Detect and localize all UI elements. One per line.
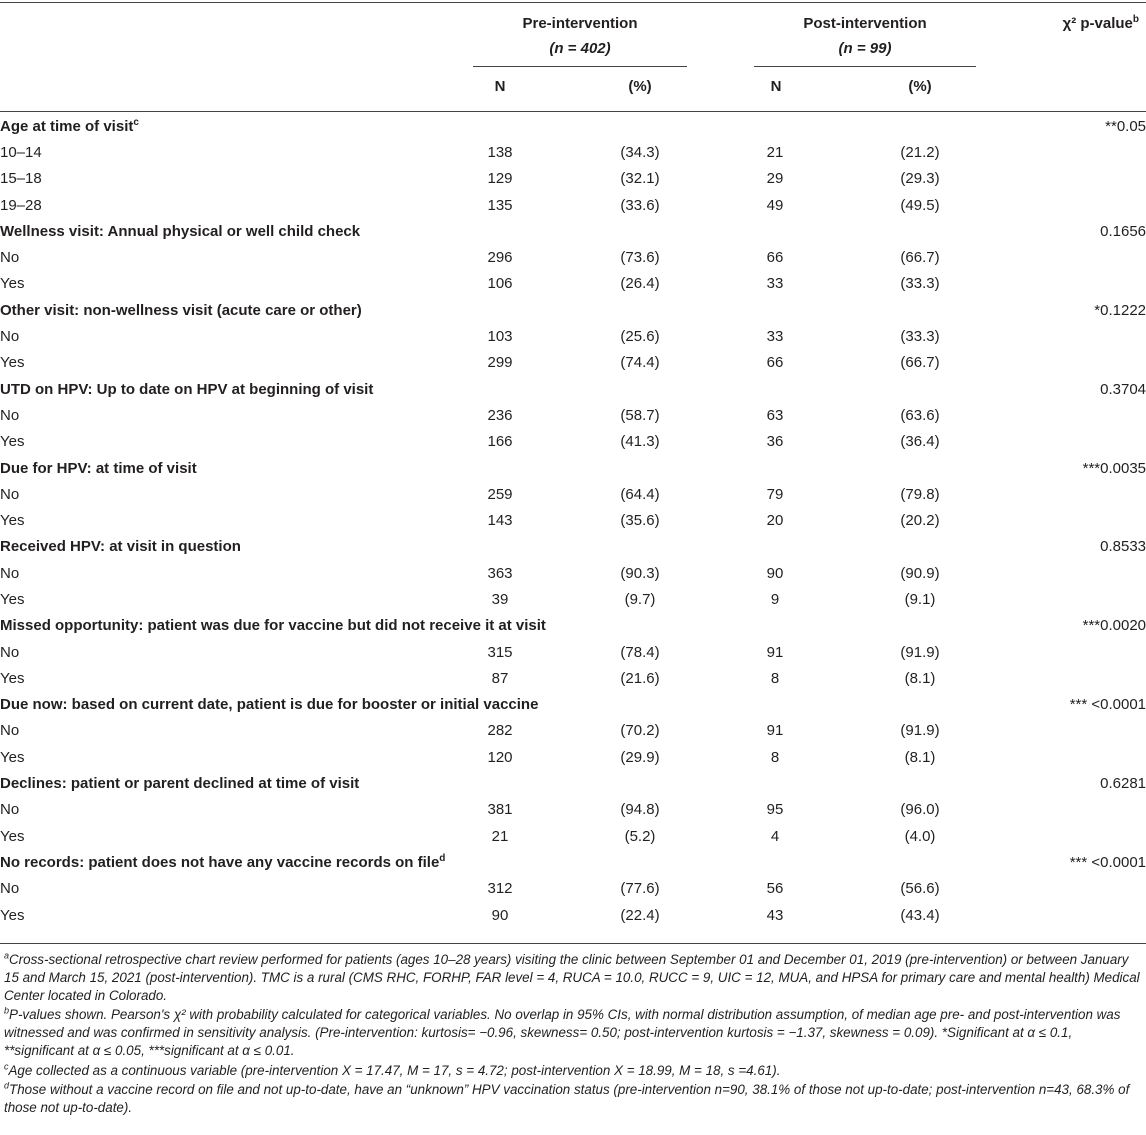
pre-n-cell: 129: [487, 170, 513, 188]
table-row: [0, 481, 1146, 507]
table-row: [0, 192, 1146, 218]
pre-n-cell: 315: [487, 643, 513, 661]
post-n-cell: 56: [766, 880, 784, 898]
row-label: Yes: [0, 906, 25, 924]
row-label: No: [0, 249, 20, 267]
post-n-cell: 43: [766, 906, 784, 924]
post-pct-col-header: (%): [908, 78, 932, 95]
footnote-text: Age collected as a continuous variable (pre-intervention X = 17.47, M = 17, s = 4.72; post-intervention X = 18.99, M = 18, s =4.61).: [8, 1062, 781, 1078]
footnote: [4, 1062, 1142, 1080]
section-header-row: [0, 218, 1146, 244]
section-header-row: [0, 113, 1146, 139]
row-label: No: [0, 722, 20, 740]
pre-group-underline: [473, 66, 687, 67]
pre-n-cell: 90: [491, 906, 509, 924]
section-pvalue: 0.8533: [1100, 538, 1146, 556]
post-n-cell: 91: [766, 722, 784, 740]
footnote-mark: d: [4, 1080, 10, 1091]
post-n-cell: 8: [770, 748, 780, 766]
row-label: Yes: [0, 590, 25, 608]
empty-pvalue-cell: [1010, 639, 1146, 665]
pre-pct-cell: (64.4): [620, 485, 660, 503]
section-title: [0, 613, 1010, 639]
pre-n-cell: 87: [491, 669, 509, 687]
pvalue-header: [1063, 15, 1139, 32]
post-pct-cell: (63.6): [900, 406, 940, 424]
section-title: [0, 849, 1010, 875]
post-pct-cell: (90.9): [900, 564, 940, 582]
section-header-row: [0, 534, 1146, 560]
section-pvalue: **0.05: [1105, 117, 1146, 135]
data-table-body: [0, 113, 1146, 928]
section-title-text: Due for HPV: at time of visit: [0, 459, 197, 477]
bottom-rule: [0, 943, 1146, 944]
post-pct-cell: (20.2): [900, 512, 940, 530]
post-n-cell: 9: [770, 590, 780, 608]
table-row: [0, 560, 1146, 586]
section-header-row: [0, 770, 1146, 796]
post-n-col-header: N: [770, 78, 782, 95]
empty-pvalue-cell: [1010, 323, 1146, 349]
empty-pvalue-cell: [1010, 271, 1146, 297]
pre-n-cell: 259: [487, 485, 513, 503]
pre-pct-cell: (78.4): [620, 643, 660, 661]
post-pct-cell: (79.8): [900, 485, 940, 503]
pre-n-cell: 106: [487, 275, 513, 293]
post-n-cell: 4: [770, 827, 780, 845]
post-n-cell: 79: [766, 485, 784, 503]
section-pvalue: *** <0.0001: [1069, 853, 1146, 871]
post-pct-cell: (49.5): [900, 196, 940, 214]
pre-pct-cell: (94.8): [620, 801, 660, 819]
pre-n-cell: 120: [487, 748, 513, 766]
row-label: 19–28: [0, 196, 42, 214]
section-title-text: UTD on HPV: Up to date on HPV at beginning of visit: [0, 380, 374, 398]
post-n-cell: 20: [766, 512, 784, 530]
section-pvalue: 0.1656: [1100, 222, 1146, 240]
section-title: [0, 770, 1010, 796]
table-row: [0, 797, 1146, 823]
pre-n-cell: 363: [487, 564, 513, 582]
post-pct-cell: (43.4): [900, 906, 940, 924]
pre-n-col-header: N: [494, 78, 506, 95]
pvalue-header-sup: b: [1132, 14, 1139, 25]
empty-pvalue-cell: [1010, 429, 1146, 455]
post-group-underline: [754, 66, 976, 67]
pre-n-cell: 166: [487, 433, 513, 451]
row-label: Yes: [0, 748, 25, 766]
post-n-cell: 33: [766, 275, 784, 293]
table-row: [0, 902, 1146, 928]
row-label: No: [0, 406, 20, 424]
pre-n-cell: 143: [487, 512, 513, 530]
table-row: [0, 350, 1146, 376]
footnote-mark: a: [4, 950, 10, 961]
pre-n-cell: 236: [487, 406, 513, 424]
footnote: [4, 1081, 1142, 1117]
pre-n-cell: 21: [491, 827, 509, 845]
pre-n-cell: 135: [487, 196, 513, 214]
row-label: No: [0, 880, 20, 898]
post-pct-cell: (66.7): [900, 354, 940, 372]
pre-pct-cell: (90.3): [620, 564, 660, 582]
data-table: [0, 113, 1146, 928]
pre-pct-cell: (41.3): [620, 433, 660, 451]
pre-pct-cell: (9.7): [624, 590, 656, 608]
section-header-row: [0, 455, 1146, 481]
table-row: [0, 429, 1146, 455]
section-title-text: Declines: patient or parent declined at time of visit: [0, 775, 360, 793]
section-title: [0, 297, 1010, 323]
row-label: No: [0, 485, 20, 503]
pre-pct-cell: (21.6): [620, 669, 660, 687]
section-pvalue: 0.6281: [1100, 775, 1146, 793]
post-pct-cell: (96.0): [900, 801, 940, 819]
empty-pvalue-cell: [1010, 665, 1146, 691]
post-n-cell: 49: [766, 196, 784, 214]
section-title-sup: c: [133, 116, 139, 128]
table-row: [0, 271, 1146, 297]
post-pct-cell: (29.3): [900, 170, 940, 188]
empty-pvalue-cell: [1010, 192, 1146, 218]
empty-pvalue-cell: [1010, 586, 1146, 612]
post-pct-cell: (66.7): [900, 249, 940, 267]
post-group-header: Post-intervention: [803, 15, 927, 32]
post-pct-cell: (8.1): [904, 748, 936, 766]
empty-pvalue-cell: [1010, 902, 1146, 928]
footnote: [4, 951, 1142, 1005]
section-title-text: Missed opportunity: patient was due for vaccine but did not receive it at visit: [0, 617, 546, 635]
table-row: [0, 586, 1146, 612]
post-n-cell: 95: [766, 801, 784, 819]
empty-pvalue-cell: [1010, 166, 1146, 192]
pre-pct-cell: (34.3): [620, 143, 660, 161]
row-label: No: [0, 801, 20, 819]
post-n-cell: 63: [766, 406, 784, 424]
post-n-cell: 90: [766, 564, 784, 582]
post-pct-cell: (91.9): [900, 722, 940, 740]
table-row: [0, 665, 1146, 691]
pre-pct-col-header: (%): [628, 78, 652, 95]
pre-n-cell: 296: [487, 249, 513, 267]
empty-pvalue-cell: [1010, 823, 1146, 849]
pre-pct-cell: (25.6): [620, 328, 660, 346]
section-header-row: [0, 297, 1146, 323]
post-pct-cell: (56.6): [900, 880, 940, 898]
table-row: [0, 507, 1146, 533]
row-label: Yes: [0, 354, 25, 372]
post-n-cell: 66: [766, 354, 784, 372]
row-label: 10–14: [0, 143, 42, 161]
pre-pct-cell: (58.7): [620, 406, 660, 424]
section-title: [0, 376, 1010, 402]
section-title-text: Age at time of visit: [0, 117, 134, 135]
empty-pvalue-cell: [1010, 350, 1146, 376]
section-header-row: [0, 849, 1146, 875]
post-pct-cell: (33.3): [900, 328, 940, 346]
section-title-text: Received HPV: at visit in question: [0, 538, 241, 556]
empty-pvalue-cell: [1010, 876, 1146, 902]
pre-pct-cell: (70.2): [620, 722, 660, 740]
row-label: No: [0, 564, 20, 582]
table-row: [0, 876, 1146, 902]
section-title-text: Other visit: non-wellness visit (acute care or other): [0, 301, 362, 319]
section-header-row: [0, 613, 1146, 639]
empty-pvalue-cell: [1010, 481, 1146, 507]
table-row: [0, 823, 1146, 849]
footnote-text: P-values shown. Pearson's χ² with probability calculated for categorical variables. No overlap in 95% CIs, with normal distribution assumption, of median age pre- and post-intervention was witnessed and was confirmed in sensitivity analysis. (Pre-intervention: kurtosis= −0.96, skewness= 0.50; post-intervention kurtosis = −1.37, skewness = 0.09). *Significant at α ≤ 0.1, **significant at α ≤ 0.05, ***significant at α ≤ 0.01.: [4, 1007, 1121, 1059]
empty-pvalue-cell: [1010, 797, 1146, 823]
section-pvalue: 0.3704: [1100, 380, 1146, 398]
post-n-cell: 91: [766, 643, 784, 661]
row-label: No: [0, 328, 20, 346]
post-n-cell: 36: [766, 433, 784, 451]
post-n-cell: 21: [766, 143, 784, 161]
empty-pvalue-cell: [1010, 718, 1146, 744]
empty-pvalue-cell: [1010, 402, 1146, 428]
pre-pct-cell: (22.4): [620, 906, 660, 924]
section-pvalue: *** <0.0001: [1069, 696, 1146, 714]
pre-n-cell: 312: [487, 880, 513, 898]
table-row: [0, 718, 1146, 744]
table-row: [0, 639, 1146, 665]
section-title: [0, 692, 1010, 718]
post-pct-cell: (21.2): [900, 143, 940, 161]
pre-pct-cell: (77.6): [620, 880, 660, 898]
pre-pct-cell: (26.4): [620, 275, 660, 293]
table-row: [0, 402, 1146, 428]
empty-pvalue-cell: [1010, 244, 1146, 270]
section-title: [0, 455, 1010, 481]
pre-group-header: Pre-intervention: [522, 15, 638, 32]
post-pct-cell: (33.3): [900, 275, 940, 293]
pre-pct-cell: (74.4): [620, 354, 660, 372]
top-rule: [0, 2, 1146, 3]
post-n-cell: 8: [770, 669, 780, 687]
post-pct-cell: (36.4): [900, 433, 940, 451]
section-title-text: Due now: based on current date, patient is due for booster or initial vaccine: [0, 696, 539, 714]
pre-pct-cell: (32.1): [620, 170, 660, 188]
pvalue-header-text: χ² p-value: [1062, 15, 1133, 32]
section-title-text: No records: patient does not have any vaccine records on file: [0, 853, 440, 871]
pre-pct-cell: (73.6): [620, 249, 660, 267]
empty-pvalue-cell: [1010, 744, 1146, 770]
row-label: Yes: [0, 275, 25, 293]
footnote: [4, 1006, 1142, 1060]
section-title-text: Wellness visit: Annual physical or well child check: [0, 222, 361, 240]
pre-n-cell: 103: [487, 328, 513, 346]
pre-n-cell: 299: [487, 354, 513, 372]
row-label: No: [0, 643, 20, 661]
footnote-mark: b: [4, 1005, 10, 1016]
pre-n-cell: 381: [487, 801, 513, 819]
pre-n-cell: 138: [487, 143, 513, 161]
pre-n-cell: 39: [491, 590, 509, 608]
row-label: Yes: [0, 512, 25, 530]
post-n-header: [839, 40, 892, 57]
post-pct-cell: (8.1): [904, 669, 936, 687]
footnote-text: Cross-sectional retrospective chart review performed for patients (ages 10–28 years) visiting the clinic between September 01 and December 01, 2019 (pre-intervention) or between January 15 and March 15, 2021 (post-intervention). TMC is a rural (CMS RHC, FORHP, FAR level = 4, RUCA = 10.0, RUCC = 9, UIC = 12, MUA, and HPSA for primary care and mental health) Medical Center located in Colorado.: [4, 952, 1140, 1004]
post-pct-cell: (4.0): [904, 827, 936, 845]
section-title: [0, 218, 1010, 244]
table-row: [0, 244, 1146, 270]
section-pvalue: ***0.0035: [1082, 459, 1146, 477]
row-label: Yes: [0, 827, 25, 845]
table-row: [0, 744, 1146, 770]
table-row: [0, 166, 1146, 192]
section-header-row: [0, 692, 1146, 718]
section-title: [0, 534, 1010, 560]
section-pvalue: ***0.0020: [1082, 617, 1146, 635]
footnote-mark: c: [4, 1061, 9, 1072]
row-label: 15–18: [0, 170, 42, 188]
pre-pct-cell: (33.6): [620, 196, 660, 214]
post-n-cell: 66: [766, 249, 784, 267]
post-pct-cell: (9.1): [904, 590, 936, 608]
section-title: [0, 113, 1010, 139]
post-n-cell: 33: [766, 328, 784, 346]
table-row: [0, 323, 1146, 349]
row-label: Yes: [0, 433, 25, 451]
row-label: Yes: [0, 669, 25, 687]
empty-pvalue-cell: [1010, 507, 1146, 533]
section-header-row: [0, 376, 1146, 402]
empty-pvalue-cell: [1010, 139, 1146, 165]
pre-pct-cell: (5.2): [624, 827, 656, 845]
header-rule: [0, 111, 1146, 112]
pre-n-header: [549, 40, 610, 57]
footnote-text: Those without a vaccine record on file and not up-to-date, have an “unknown” HPV vaccination status (pre-intervention n=90, 38.1% of those not up-to-date; post-intervention n=43, 68.3% of those not up-to-date).: [4, 1081, 1130, 1115]
post-n-cell: 29: [766, 170, 784, 188]
section-pvalue: *0.1222: [1094, 301, 1146, 319]
pre-n-cell: 282: [487, 722, 513, 740]
pre-pct-cell: (35.6): [620, 512, 660, 530]
pre-n-text: (n = 402): [549, 40, 611, 57]
post-pct-cell: (91.9): [900, 643, 940, 661]
table-row: [0, 139, 1146, 165]
empty-pvalue-cell: [1010, 560, 1146, 586]
post-n-text: (n = 99): [838, 40, 892, 57]
pre-pct-cell: (29.9): [620, 748, 660, 766]
section-title-sup: d: [439, 852, 446, 864]
footnotes: [4, 951, 1142, 1118]
